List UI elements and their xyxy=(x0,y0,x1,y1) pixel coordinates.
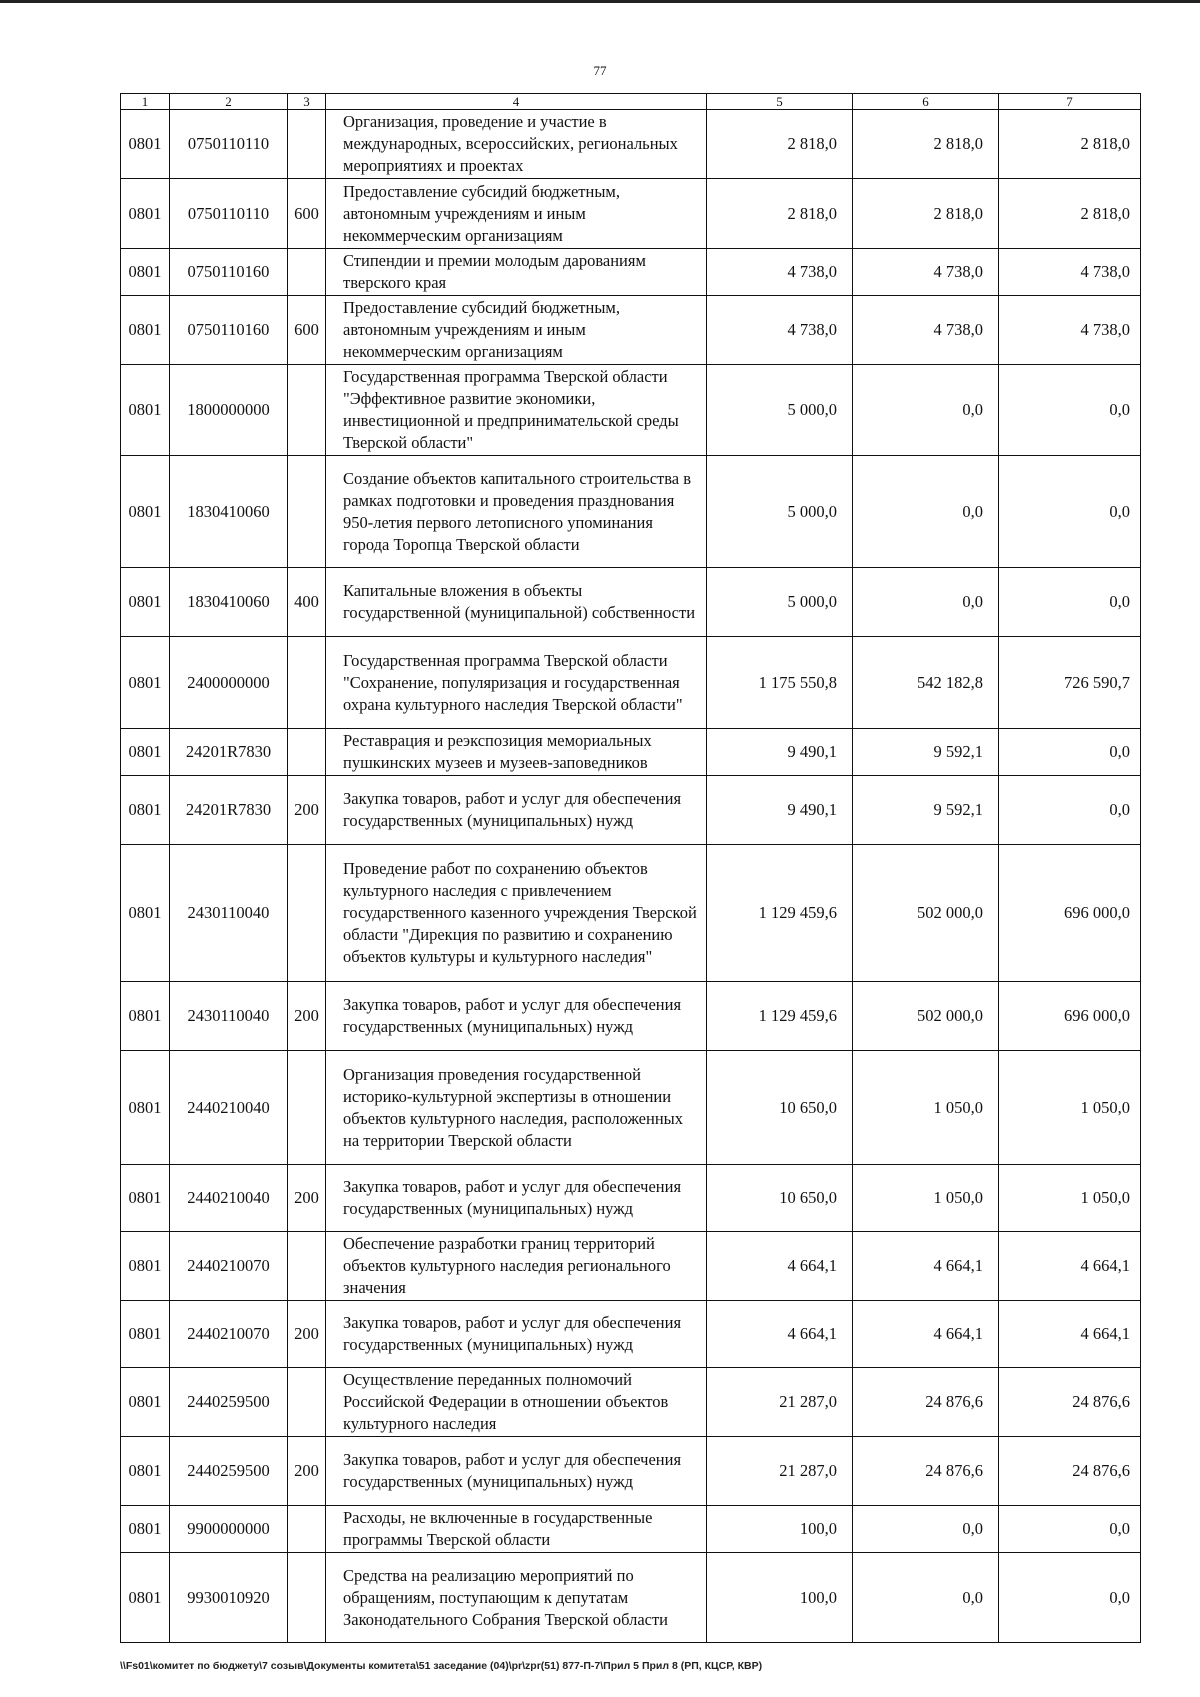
section-code: 0801 xyxy=(121,365,170,456)
table-row xyxy=(121,568,1141,637)
budget-table xyxy=(120,93,1141,1643)
amount-col5: 4 664,1 xyxy=(707,1232,853,1301)
section-code: 0801 xyxy=(121,729,170,776)
target-article-code: 1800000000 xyxy=(170,365,288,456)
table-row xyxy=(121,1232,1141,1301)
expense-type-code xyxy=(288,637,326,729)
amount-col6: 2 818,0 xyxy=(853,110,999,179)
amount-col5: 5 000,0 xyxy=(707,365,853,456)
expense-type-code: 200 xyxy=(288,1165,326,1232)
amount-col7: 2 818,0 xyxy=(999,179,1141,249)
table-row xyxy=(121,1506,1141,1553)
amount-col5: 21 287,0 xyxy=(707,1437,853,1506)
target-article-code: 9900000000 xyxy=(170,1506,288,1553)
expense-type-code: 400 xyxy=(288,568,326,637)
amount-col5: 1 175 550,8 xyxy=(707,637,853,729)
target-article-code: 2430110040 xyxy=(170,845,288,982)
item-description: Закупка товаров, работ и услуг для обеспечения государственных (муниципальных) нужд xyxy=(326,1437,707,1506)
amount-col7: 24 876,6 xyxy=(999,1437,1141,1506)
target-article-code: 2430110040 xyxy=(170,982,288,1051)
section-code: 0801 xyxy=(121,637,170,729)
expense-type-code: 200 xyxy=(288,1437,326,1506)
section-code: 0801 xyxy=(121,776,170,845)
col-header-5: 5 xyxy=(707,94,853,110)
amount-col6: 0,0 xyxy=(853,1553,999,1643)
col-header-7: 7 xyxy=(999,94,1141,110)
target-article-code: 2440210070 xyxy=(170,1301,288,1368)
section-code: 0801 xyxy=(121,982,170,1051)
table-row xyxy=(121,1553,1141,1643)
target-article-code: 1830410060 xyxy=(170,568,288,637)
amount-col5: 5 000,0 xyxy=(707,456,853,568)
table-row xyxy=(121,1165,1141,1232)
amount-col6: 4 664,1 xyxy=(853,1232,999,1301)
amount-col7: 0,0 xyxy=(999,776,1141,845)
amount-col7: 0,0 xyxy=(999,456,1141,568)
amount-col6: 542 182,8 xyxy=(853,637,999,729)
table-row xyxy=(121,249,1141,296)
amount-col7: 0,0 xyxy=(999,365,1141,456)
table-row xyxy=(121,729,1141,776)
amount-col6: 4 664,1 xyxy=(853,1301,999,1368)
amount-col5: 100,0 xyxy=(707,1553,853,1643)
amount-col6: 4 738,0 xyxy=(853,296,999,365)
expense-type-code: 200 xyxy=(288,1301,326,1368)
item-description: Закупка товаров, работ и услуг для обеспечения государственных (муниципальных) нужд xyxy=(326,1165,707,1232)
item-description: Предоставление субсидий бюджетным, автономным учреждениям и иным некоммерческим организациям xyxy=(326,179,707,249)
item-description: Проведение работ по сохранению объектов культурного наследия с привлечением государственного казенного учреждения Тверской области "Дирекция по развитию и сохранению объектов культуры и культурного наследия" xyxy=(326,845,707,982)
table-row xyxy=(121,1368,1141,1437)
section-code: 0801 xyxy=(121,1553,170,1643)
target-article-code: 24201R7830 xyxy=(170,729,288,776)
amount-col7: 4 664,1 xyxy=(999,1301,1141,1368)
table-row xyxy=(121,456,1141,568)
expense-type-code xyxy=(288,249,326,296)
table-row xyxy=(121,110,1141,179)
amount-col5: 2 818,0 xyxy=(707,179,853,249)
amount-col7: 24 876,6 xyxy=(999,1368,1141,1437)
expense-type-code xyxy=(288,1051,326,1165)
section-code: 0801 xyxy=(121,179,170,249)
expense-type-code xyxy=(288,110,326,179)
amount-col6: 2 818,0 xyxy=(853,179,999,249)
section-code: 0801 xyxy=(121,1437,170,1506)
item-description: Создание объектов капитального строительства в рамках подготовки и проведения празднования 950-летия первого летописного упоминания города Торопца Тверской области xyxy=(326,456,707,568)
target-article-code: 0750110110 xyxy=(170,110,288,179)
table-row xyxy=(121,1437,1141,1506)
target-article-code: 0750110160 xyxy=(170,296,288,365)
amount-col6: 9 592,1 xyxy=(853,729,999,776)
amount-col7: 0,0 xyxy=(999,1506,1141,1553)
target-article-code: 2440210040 xyxy=(170,1051,288,1165)
section-code: 0801 xyxy=(121,1165,170,1232)
amount-col5: 9 490,1 xyxy=(707,729,853,776)
expense-type-code: 200 xyxy=(288,982,326,1051)
item-description: Осуществление переданных полномочий Российской Федерации в отношении объектов культурного наследия xyxy=(326,1368,707,1437)
amount-col5: 1 129 459,6 xyxy=(707,845,853,982)
amount-col5: 5 000,0 xyxy=(707,568,853,637)
amount-col7: 1 050,0 xyxy=(999,1051,1141,1165)
expense-type-code xyxy=(288,1232,326,1301)
amount-col7: 1 050,0 xyxy=(999,1165,1141,1232)
amount-col7: 0,0 xyxy=(999,1553,1141,1643)
amount-col7: 4 738,0 xyxy=(999,249,1141,296)
table-row xyxy=(121,1301,1141,1368)
section-code: 0801 xyxy=(121,1051,170,1165)
amount-col5: 10 650,0 xyxy=(707,1051,853,1165)
section-code: 0801 xyxy=(121,568,170,637)
target-article-code: 9930010920 xyxy=(170,1553,288,1643)
item-description: Организация проведения государственной историко-культурной экспертизы в отношении объектов культурного наследия, расположенных на территории Тверской области xyxy=(326,1051,707,1165)
footer-file-path: \\Fs01\комитет по бюджету\7 созыв\Документы комитета\51 заседание (04)\pr\zpr(51) 877-П-7\Прил 5 Прил 8 (РП, КЦСР, КВР) xyxy=(120,1660,763,1672)
amount-col6: 0,0 xyxy=(853,365,999,456)
item-description: Обеспечение разработки границ территорий объектов культурного наследия регионального значения xyxy=(326,1232,707,1301)
page-number: 77 xyxy=(593,63,607,78)
section-code: 0801 xyxy=(121,845,170,982)
item-description: Организация, проведение и участие в международных, всероссийских, региональных мероприятиях и проектах xyxy=(326,110,707,179)
section-code: 0801 xyxy=(121,1506,170,1553)
expense-type-code: 200 xyxy=(288,776,326,845)
amount-col5: 10 650,0 xyxy=(707,1165,853,1232)
amount-col5: 100,0 xyxy=(707,1506,853,1553)
amount-col5: 21 287,0 xyxy=(707,1368,853,1437)
section-code: 0801 xyxy=(121,456,170,568)
amount-col7: 4 738,0 xyxy=(999,296,1141,365)
amount-col6: 9 592,1 xyxy=(853,776,999,845)
amount-col7: 726 590,7 xyxy=(999,637,1141,729)
section-code: 0801 xyxy=(121,1368,170,1437)
amount-col6: 24 876,6 xyxy=(853,1368,999,1437)
expense-type-code xyxy=(288,1553,326,1643)
section-code: 0801 xyxy=(121,1301,170,1368)
amount-col5: 9 490,1 xyxy=(707,776,853,845)
target-article-code: 2440210040 xyxy=(170,1165,288,1232)
table-row xyxy=(121,296,1141,365)
table-row xyxy=(121,1051,1141,1165)
expense-type-code: 600 xyxy=(288,296,326,365)
expense-type-code xyxy=(288,1506,326,1553)
amount-col7: 0,0 xyxy=(999,729,1141,776)
amount-col5: 4 664,1 xyxy=(707,1301,853,1368)
expense-type-code xyxy=(288,1368,326,1437)
item-description: Государственная программа Тверской области "Эффективное развитие экономики, инвестиционной и предпринимательской среды Тверской области" xyxy=(326,365,707,456)
amount-col6: 4 738,0 xyxy=(853,249,999,296)
expense-type-code xyxy=(288,456,326,568)
target-article-code: 1830410060 xyxy=(170,456,288,568)
amount-col6: 24 876,6 xyxy=(853,1437,999,1506)
target-article-code: 0750110110 xyxy=(170,179,288,249)
amount-col5: 1 129 459,6 xyxy=(707,982,853,1051)
table-row xyxy=(121,982,1141,1051)
item-description: Капитальные вложения в объекты государственной (муниципальной) собственности xyxy=(326,568,707,637)
col-header-4: 4 xyxy=(326,94,707,110)
section-code: 0801 xyxy=(121,249,170,296)
table-row xyxy=(121,845,1141,982)
table-row xyxy=(121,179,1141,249)
target-article-code: 2440259500 xyxy=(170,1368,288,1437)
section-code: 0801 xyxy=(121,110,170,179)
expense-type-code: 600 xyxy=(288,179,326,249)
amount-col7: 0,0 xyxy=(999,568,1141,637)
item-description: Средства на реализацию мероприятий по обращениям, поступающим к депутатам Законодательного Собрания Тверской области xyxy=(326,1553,707,1643)
target-article-code: 2400000000 xyxy=(170,637,288,729)
table-row xyxy=(121,776,1141,845)
col-header-6: 6 xyxy=(853,94,999,110)
col-header-1: 1 xyxy=(121,94,170,110)
target-article-code: 0750110160 xyxy=(170,249,288,296)
amount-col5: 4 738,0 xyxy=(707,296,853,365)
amount-col7: 2 818,0 xyxy=(999,110,1141,179)
table-row xyxy=(121,365,1141,456)
amount-col7: 696 000,0 xyxy=(999,845,1141,982)
amount-col6: 502 000,0 xyxy=(853,845,999,982)
amount-col6: 1 050,0 xyxy=(853,1165,999,1232)
amount-col6: 502 000,0 xyxy=(853,982,999,1051)
target-article-code: 2440259500 xyxy=(170,1437,288,1506)
col-header-3: 3 xyxy=(288,94,326,110)
section-code: 0801 xyxy=(121,296,170,365)
item-description: Реставрация и реэкспозиция мемориальных пушкинских музеев и музеев-заповедников xyxy=(326,729,707,776)
table-row xyxy=(121,637,1141,729)
section-code: 0801 xyxy=(121,1232,170,1301)
amount-col6: 0,0 xyxy=(853,456,999,568)
amount-col6: 0,0 xyxy=(853,568,999,637)
item-description: Государственная программа Тверской области "Сохранение, популяризация и государственная охрана культурного наследия Тверской области" xyxy=(326,637,707,729)
item-description: Закупка товаров, работ и услуг для обеспечения государственных (муниципальных) нужд xyxy=(326,1301,707,1368)
target-article-code: 2440210070 xyxy=(170,1232,288,1301)
expense-type-code xyxy=(288,365,326,456)
expense-type-code xyxy=(288,729,326,776)
item-description: Предоставление субсидий бюджетным, автономным учреждениям и иным некоммерческим организациям xyxy=(326,296,707,365)
amount-col6: 1 050,0 xyxy=(853,1051,999,1165)
scan-edge xyxy=(0,0,1200,3)
amount-col7: 4 664,1 xyxy=(999,1232,1141,1301)
col-header-2: 2 xyxy=(170,94,288,110)
amount-col5: 4 738,0 xyxy=(707,249,853,296)
item-description: Закупка товаров, работ и услуг для обеспечения государственных (муниципальных) нужд xyxy=(326,776,707,845)
item-description: Расходы, не включенные в государственные программы Тверской области xyxy=(326,1506,707,1553)
expense-type-code xyxy=(288,845,326,982)
item-description: Закупка товаров, работ и услуг для обеспечения государственных (муниципальных) нужд xyxy=(326,982,707,1051)
amount-col7: 696 000,0 xyxy=(999,982,1141,1051)
target-article-code: 24201R7830 xyxy=(170,776,288,845)
item-description: Стипендии и премии молодым дарованиям тверского края xyxy=(326,249,707,296)
amount-col5: 2 818,0 xyxy=(707,110,853,179)
header-row xyxy=(121,94,1141,110)
amount-col6: 0,0 xyxy=(853,1506,999,1553)
